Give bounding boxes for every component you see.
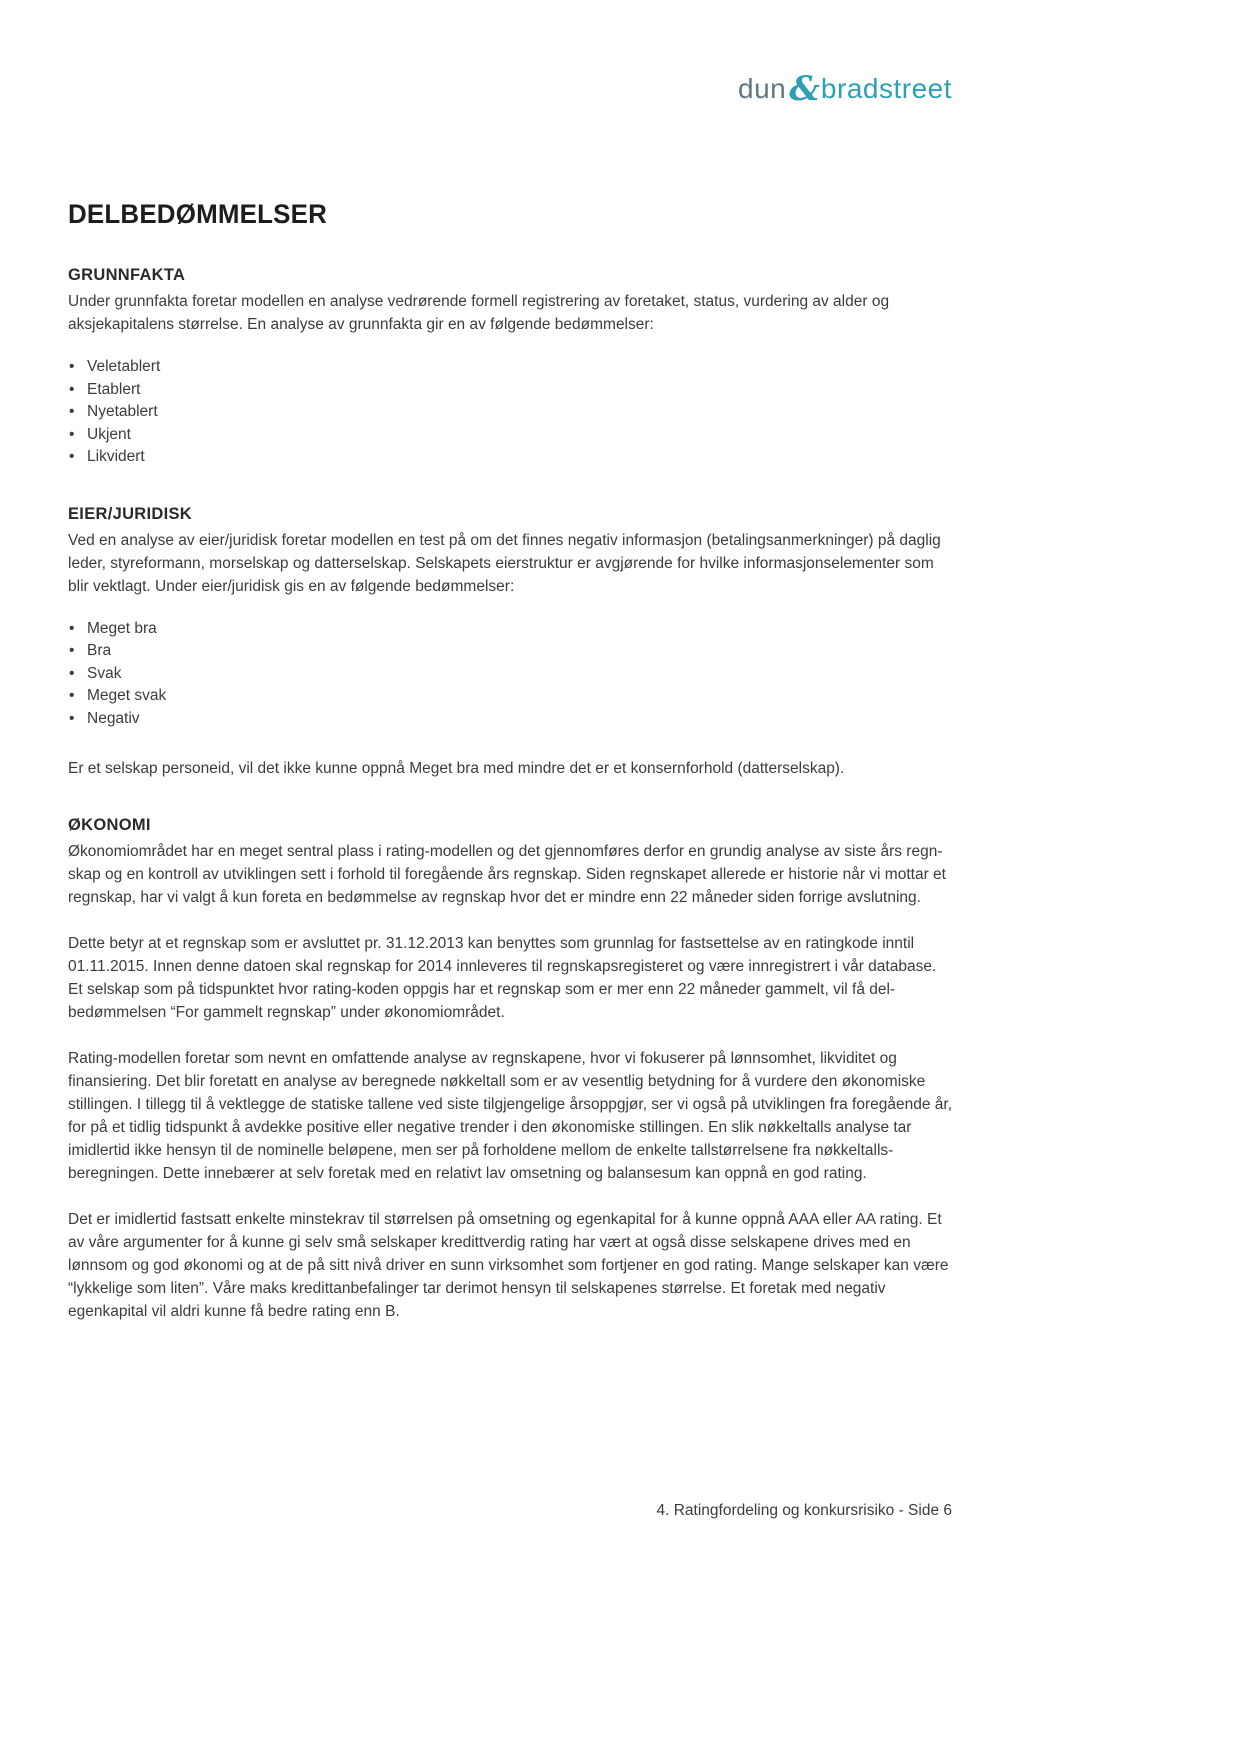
list-item: • Veletablert (68, 356, 952, 379)
list-item: • Ukjent (68, 424, 952, 447)
list-item: • Likvidert (68, 446, 952, 469)
note-paragraph: Er et selskap personeid, vil det ikke kunne oppnå Meget bra med mindre det er et konsernforhold (datterselskap). (68, 760, 845, 777)
logo-text-dun: dun (738, 73, 787, 104)
list-item: • Svak (68, 663, 952, 686)
logo-text-bradstreet: bradstreet (820, 73, 952, 104)
list-item: • Meget svak (68, 685, 952, 708)
section-okonomi (68, 816, 952, 1323)
section-heading-eier-juridisk: EIER/JURIDISK (68, 504, 193, 523)
section-heading-okonomi: ØKONOMI (68, 816, 151, 834)
section-grunnfakta (68, 266, 952, 469)
page-title: DELBEDØMMELSER (68, 199, 328, 229)
page-footer: 4. Ratingfordeling og konkursrisiko - Side 6 (656, 1502, 952, 1519)
section-eier-juridisk (68, 505, 952, 781)
section-intro-eier-juridisk: Ved en analyse av eier/juridisk foretar modellen en test på om det finnes negativ informasjon (betalingsanmerkninger) på daglig leder, styreformann, morselskap og datterselskap. Selskapets eierstruktur er avgjørende for hvilke informasjonselementer som blir vektlagt. Under eier/juridisk gis en av følgende bedømmelser: (68, 531, 941, 595)
section-heading-grunnfakta: GRUNNFAKTA (68, 266, 186, 284)
logo-ampersand-icon: & (789, 69, 820, 109)
section-intro-grunnfakta: Under grunnfakta foretar modellen en analyse vedrørende formell registrering av foretaket, status, vurdering av alder og aksjekapitalens størrelse. En analyse av grunnfakta gir en av følgende bedømmelser: (68, 293, 890, 333)
list-item: • Etablert (68, 379, 952, 402)
grunnfakta-bullet-list (68, 356, 952, 469)
list-item: • Negativ (68, 708, 952, 731)
list-item: • Nyetablert (68, 401, 952, 424)
body-paragraph: Rating-modellen foretar som nevnt en omfattende analyse av regnskapene, hvor vi fokuserer på lønnsomhet, likviditet og finansiering. Det blir foretatt en analyse av beregnede nøkkeltall som er av vesentlig betydning for å vurdere den økonomiske stillingen. I tillegg til å vektlegge de statiske tallene ved siste tilgjengelige årsoppgjør, ser vi også på utviklingen fra foregående år, for på et tidlig tidspunkt å avdekke positive eller negative trender i den økonomiske stillingen. En slik nøkkeltalls analyse tar imidlertid ikke hensyn til de nominelle beløpene, men ser på forholdene mellom de enkelte tallstørrelsene fra nøkkeltalls- beregningen. Dette innebærer at selv foretak med en relativt lav omsetning og balansesum kan oppnå en god rating. (68, 1050, 953, 1182)
eier-juridisk-bullet-list (68, 618, 952, 731)
content-area (68, 0, 952, 1323)
body-paragraph: Det er imidlertid fastsatt enkelte minstekrav til størrelsen på omsetning og egenkapital for å kunne oppnå AAA eller AA rating. Et av våre argumenter for å kunne gi selv små selskaper kredittverdig rating har vært at også disse selskapene drives med en lønnsom og god økonomi og at de på sitt nivå driver en sunn virksomhet som fortjener en god rating. Mange selskaper kan være “lykkelige som liten”. Våre maks kredittanbefalinger tar derimot hensyn til selskapenes størrelse. Et foretak med negativ egenkapital vil aldri kunne få bedre rating enn B. (68, 1211, 949, 1320)
body-paragraph: Dette betyr at et regnskap som er avsluttet pr. 31.12.2013 kan benyttes som grunnlag for fastsettelse av en ratingkode inntil 01.11.2015. Innen denne datoen skal regnskap for 2014 innleveres til regnskapsregisteret og være innregistrert i vår database. Et selskap som på tidspunktet hvor rating-koden oppgis har et regnskap som er mer enn 22 måneder gammelt, vil få del- bedømmelsen “For gammelt regnskap” under økonomiområdet. (68, 935, 937, 1021)
list-item: • Bra (68, 640, 952, 663)
list-item: • Meget bra (68, 618, 952, 641)
body-paragraph: Økonomiområdet har en meget sentral plass i rating-modellen og det gjennomføres derfor en grundig analyse av siste års regn- skap og en kontroll av utviklingen sett i forhold til foregående års regnskap. Siden regnskapet allerede er historie når vi mottar et regnskap, har vi valgt å kun foreta en bedømmelse av regnskap hvor det er mindre enn 22 måneder siden forrige avslutning. (68, 843, 946, 906)
dnb-logo (68, 70, 952, 111)
